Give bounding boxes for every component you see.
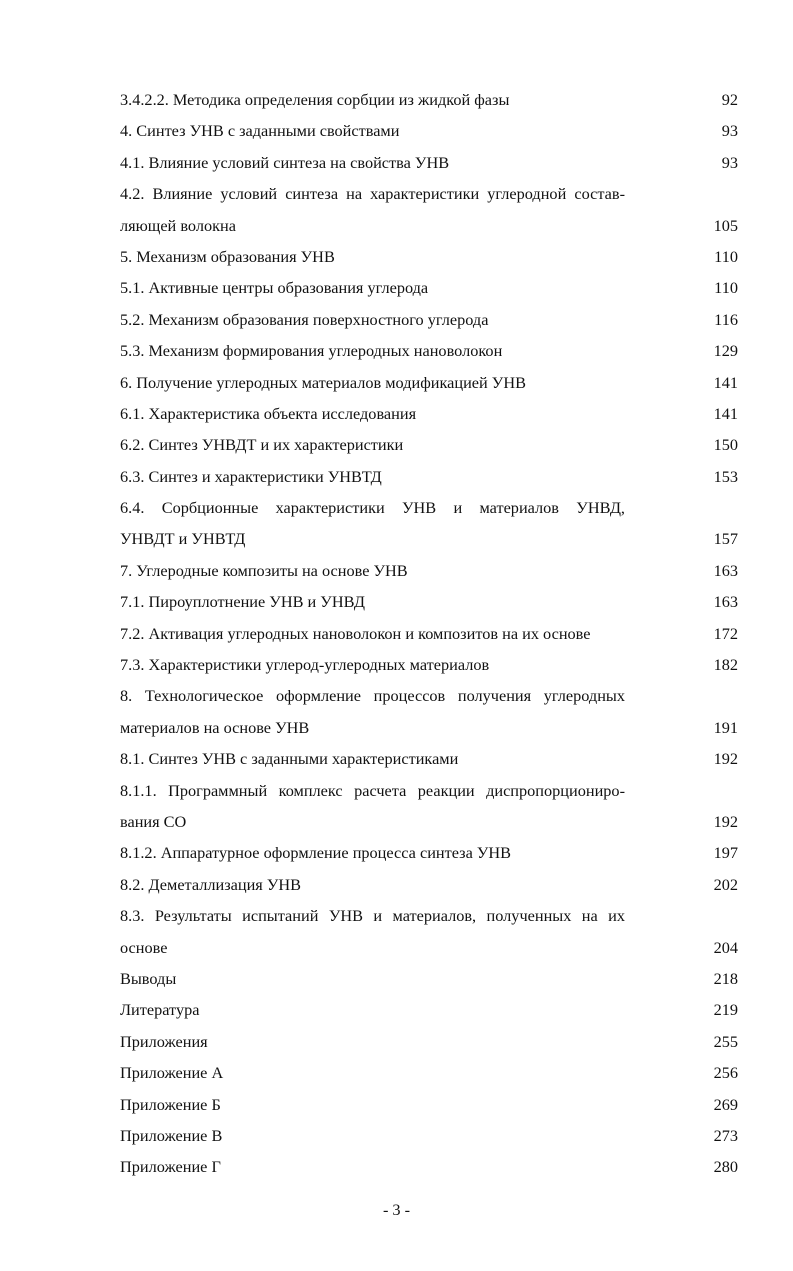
toc-entry: [120, 994, 740, 1025]
toc-entry: [120, 1120, 740, 1151]
toc-entry: [120, 618, 740, 649]
toc-entry-title: основе: [120, 937, 168, 957]
toc-entry-title: 8.1.1. Программный комплекс расчета реакции диспропорциониро-: [120, 780, 625, 800]
toc-entry-title: Приложения: [120, 1031, 208, 1051]
toc-entry-title: Приложение А: [120, 1063, 224, 1083]
toc-entry-line: [120, 1057, 740, 1088]
toc-entry: [120, 84, 740, 115]
toc-entry-title: УНВДТ и УНВТД: [120, 529, 246, 549]
toc-entry: [120, 900, 740, 963]
toc-entry-title: ляющей волокна: [120, 215, 236, 235]
toc-entry-page-number: 93: [721, 121, 738, 141]
toc-entry-page-number: 163: [713, 560, 738, 580]
toc-entry-line: [120, 932, 740, 963]
toc-entry-page-number: 153: [713, 466, 738, 486]
toc-entry: [120, 963, 740, 994]
toc-entry: [120, 775, 740, 838]
toc-entry-title: 4.2. Влияние условий синтеза на характеристики углеродной состав-: [120, 184, 625, 204]
toc-entry-title: Приложение В: [120, 1125, 223, 1145]
toc-entry-line: [120, 837, 740, 868]
toc-entry-line: [120, 147, 740, 178]
toc-entry-line: [120, 994, 740, 1025]
toc-entry: [120, 1057, 740, 1088]
toc-entry-line: [120, 241, 740, 272]
toc-entry-line: [120, 178, 740, 209]
toc-entry-line: [120, 743, 740, 774]
toc-entry-title: Приложение Г: [120, 1157, 221, 1177]
toc-entry: [120, 272, 740, 303]
toc-entry-page-number: 197: [713, 843, 738, 863]
toc-entry-line: [120, 461, 740, 492]
toc-entry-title: 6.1. Характеристика объекта исследования: [120, 403, 417, 423]
toc-entry: [120, 649, 740, 680]
toc-entry: [120, 1026, 740, 1057]
toc-entry-line: [120, 806, 740, 837]
toc-entry-title: 3.4.2.2. Методика определения сорбции из жидкой фазы: [120, 90, 510, 109]
toc-entry-title: 7.3. Характеристики углерод-углеродных материалов: [120, 655, 490, 675]
toc-entry-title: 7. Углеродные композиты на основе УНВ: [120, 560, 408, 580]
toc-entry: [120, 335, 740, 366]
toc-entry-page-number: 141: [713, 403, 738, 423]
toc-entry-page-number: 280: [713, 1157, 738, 1177]
toc-entry: [120, 680, 740, 743]
toc-entry-title: Приложение Б: [120, 1094, 221, 1114]
toc-entry-page-number: 172: [713, 623, 738, 643]
toc-entry-line: [120, 900, 740, 931]
toc-entry-title: 7.2. Активация углеродных нановолокон и композитов на их основе: [120, 623, 591, 643]
toc-entry-page-number: 219: [713, 1000, 738, 1020]
toc-entry: [120, 555, 740, 586]
toc-entry-title: Выводы: [120, 968, 177, 988]
toc-entry-title: 5.3. Механизм формирования углеродных нановолокон: [120, 341, 503, 361]
toc-entry-page-number: 182: [713, 655, 738, 675]
toc-entry-line: [120, 335, 740, 366]
toc-entry: [120, 837, 740, 868]
toc-entry-line: [120, 1151, 740, 1182]
toc-entry-title: 8.3. Результаты испытаний УНВ и материалов, полученных на их: [120, 906, 625, 926]
toc-entry-page-number: 129: [713, 341, 738, 361]
toc-entry-title: 8.2. Деметаллизация УНВ: [120, 874, 301, 894]
toc-entry-line: [120, 84, 740, 115]
toc-entry: [120, 492, 740, 555]
toc-entry-title: 8.1.2. Аппаратурное оформление процесса синтеза УНВ: [120, 843, 512, 863]
toc-entry: [120, 869, 740, 900]
toc-entry-title: 4.1. Влияние условий синтеза на свойства УНВ: [120, 152, 450, 172]
toc-entry: [120, 178, 740, 241]
toc-entry-page-number: 192: [713, 749, 738, 769]
toc-entry-title: 4. Синтез УНВ с заданными свойствами: [120, 121, 400, 141]
toc-entry: [120, 304, 740, 335]
toc-entry-title: 6.3. Синтез и характеристики УНВТД: [120, 466, 382, 486]
toc-entry-page-number: 191: [713, 717, 738, 737]
toc-entry-line: [120, 523, 740, 554]
toc-entry-title: вания СО: [120, 811, 187, 831]
toc-entry: [120, 1151, 740, 1182]
toc-entry: [120, 743, 740, 774]
toc-entry-page-number: 273: [713, 1125, 738, 1145]
toc-entry-line: [120, 367, 740, 398]
toc-entry: [120, 241, 740, 272]
toc-entry-page-number: 256: [713, 1063, 738, 1083]
toc-entry: [120, 461, 740, 492]
toc-entry-title: 5. Механизм образования УНВ: [120, 246, 335, 266]
table-of-contents: [120, 84, 740, 1183]
toc-entry-page-number: 110: [714, 278, 738, 298]
toc-entry-line: [120, 680, 740, 711]
toc-entry-line: [120, 115, 740, 146]
toc-entry-page-number: 110: [714, 246, 738, 266]
toc-entry-page-number: 269: [713, 1094, 738, 1114]
toc-entry-page-number: 255: [713, 1031, 738, 1051]
toc-entry: [120, 1089, 740, 1120]
toc-entry-title: 8.1. Синтез УНВ с заданными характеристиками: [120, 749, 459, 769]
page-number-footer: - 3 -: [382, 1200, 411, 1219]
toc-entry-line: [120, 210, 740, 241]
toc-entry-page-number: 218: [713, 968, 738, 988]
toc-entry-title: 6. Получение углеродных материалов модификацией УНВ: [120, 372, 526, 392]
toc-entry: [120, 398, 740, 429]
toc-entry: [120, 429, 740, 460]
toc-entry-title: материалов на основе УНВ: [120, 717, 310, 737]
toc-entry-line: [120, 492, 740, 523]
toc-entry-page-number: 202: [713, 874, 738, 894]
toc-entry-line: [120, 272, 740, 303]
toc-entry-line: [120, 429, 740, 460]
toc-entry: [120, 367, 740, 398]
toc-entry-page-number: 93: [721, 152, 738, 172]
toc-entry-line: [120, 586, 740, 617]
toc-entry-title: 5.1. Активные центры образования углерода: [120, 278, 429, 298]
toc-entry-line: [120, 618, 740, 649]
toc-entry-page-number: 92: [721, 90, 738, 109]
toc-entry: [120, 115, 740, 146]
toc-entry-page-number: 150: [713, 435, 738, 455]
toc-entry: [120, 147, 740, 178]
toc-entry-title: 5.2. Механизм образования поверхностного углерода: [120, 309, 489, 329]
toc-entry-page-number: 192: [713, 811, 738, 831]
toc-entry-line: [120, 712, 740, 743]
toc-entry-line: [120, 398, 740, 429]
toc-entry-title: 8. Технологическое оформление процессов получения углеродных: [120, 686, 625, 706]
toc-entry-line: [120, 1089, 740, 1120]
toc-entry-line: [120, 649, 740, 680]
toc-entry-title: 7.1. Пироуплотнение УНВ и УНВД: [120, 592, 365, 612]
toc-entry-line: [120, 775, 740, 806]
toc-entry-line: [120, 1026, 740, 1057]
toc-entry-page-number: 204: [713, 937, 738, 957]
toc-entry-page-number: 157: [713, 529, 738, 549]
toc-entry-page-number: 116: [714, 309, 738, 329]
toc-entry-title: 6.4. Сорбционные характеристики УНВ и материалов УНВД,: [120, 498, 625, 518]
toc-entry-line: [120, 555, 740, 586]
toc-entry-page-number: 163: [713, 592, 738, 612]
toc-entry-line: [120, 869, 740, 900]
toc-entry-title: Литература: [120, 1000, 200, 1020]
toc-entry-page-number: 141: [713, 372, 738, 392]
toc-entry-line: [120, 1120, 740, 1151]
toc-entry-page-number: 105: [713, 215, 738, 235]
toc-entry-line: [120, 963, 740, 994]
toc-entry: [120, 586, 740, 617]
toc-entry-title: 6.2. Синтез УНВДТ и их характеристики: [120, 435, 404, 455]
toc-entry-line: [120, 304, 740, 335]
